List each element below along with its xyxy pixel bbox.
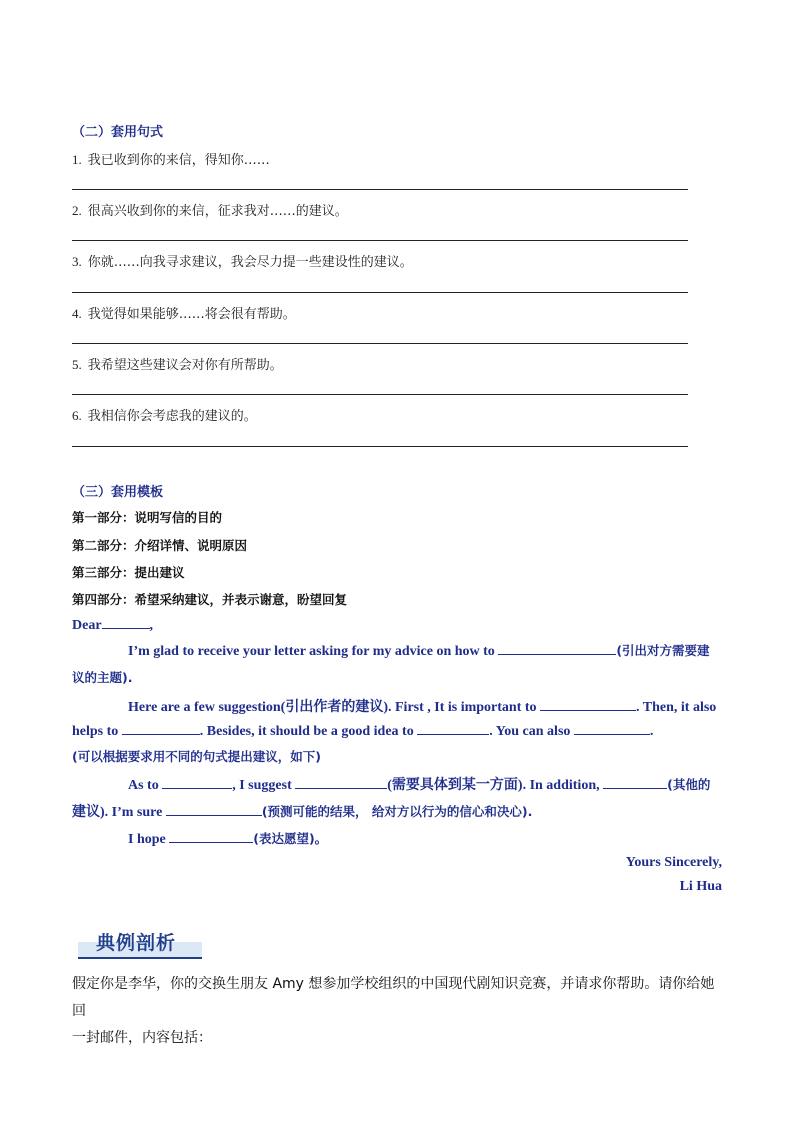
template-text: (需要具体到某一方面). In addition,: [387, 778, 604, 793]
template-text: , I suggest: [232, 778, 296, 793]
template-note: (可以根据要求用不同的句式提出建议，如下): [72, 749, 321, 764]
sentence-number: 2.: [72, 203, 82, 218]
blank-field[interactable]: [498, 642, 616, 655]
example-line-1: 假定你是李华，你的交换生朋友 Amy 想参加学校组织的中国现代剧知识竞赛，并请求你帮助。请你给她回: [72, 976, 715, 1019]
greeting-text: Dear: [72, 618, 102, 633]
template-note: (表达愿望)。: [253, 831, 328, 846]
banner-title: 典例剖析: [96, 932, 177, 954]
example-section-banner: [78, 924, 202, 960]
template-paragraph-4: [128, 829, 327, 848]
example-line-2: 一封邮件，内容包括：: [72, 1030, 212, 1046]
answer-line-4[interactable]: [72, 343, 688, 344]
example-body: [72, 971, 724, 1052]
banner-underline: [78, 957, 202, 959]
template-part-4: 第四部分：希望采纳建议，并表示谢意，盼望回复: [72, 592, 348, 607]
blank-field[interactable]: [166, 803, 262, 816]
blank-field[interactable]: [122, 722, 200, 735]
sentence-text: 很高兴收到你的来信，征求我对……的建议。: [87, 204, 348, 219]
template-paragraph-3-cont: [72, 801, 532, 821]
letter-signature: Li Hua: [679, 879, 722, 894]
blank-field[interactable]: [417, 722, 489, 735]
sentence-text: 我已收到你的来信，得知你……: [87, 153, 270, 168]
template-part-3: 第三部分：提出建议: [72, 565, 185, 580]
template-text: helps to: [72, 724, 122, 739]
blank-field[interactable]: [603, 776, 667, 789]
letter-greeting: [72, 616, 153, 634]
template-paragraph-1-cont: [72, 668, 132, 687]
template-text: I’m glad to receive your letter asking for my advice on how to: [128, 644, 499, 659]
template-part-2: 第二部分：介绍详情、说明原因: [72, 538, 248, 553]
sentence-text: 我希望这些建议会对你有所帮助。: [87, 358, 283, 373]
template-text: 建议). I’m sure: [72, 805, 166, 820]
template-paragraph-2: [128, 696, 716, 716]
blank-field[interactable]: [162, 776, 232, 789]
blank-field[interactable]: [102, 616, 150, 629]
sentence-number: 1.: [72, 152, 82, 167]
template-paragraph-3: [128, 774, 710, 794]
answer-line-5[interactable]: [72, 394, 688, 395]
blank-field[interactable]: [169, 830, 253, 843]
section2-heading: （二）套用句式: [72, 125, 164, 140]
template-part-1: 第一部分：说明写信的目的: [72, 510, 223, 525]
sentence-text: 我觉得如果能够……将会很有帮助。: [87, 307, 296, 322]
blank-field[interactable]: [540, 698, 636, 711]
template-note-line: [72, 747, 321, 766]
answer-line-6[interactable]: [72, 446, 688, 447]
letter-closing: Yours Sincerely,: [625, 855, 722, 870]
template-text: As to: [128, 778, 163, 793]
greeting-comma: ,: [149, 618, 154, 633]
answer-line-1[interactable]: [72, 189, 688, 190]
sentence-4: [72, 303, 296, 322]
template-text: . Then, it also: [636, 700, 717, 715]
sentence-text: 你就……向我寻求建议，我会尽力提一些建设性的建议。: [87, 255, 413, 270]
sentence-3: [72, 251, 413, 270]
sentence-number: 5.: [72, 357, 82, 372]
template-note: (其他的: [667, 777, 711, 792]
template-note: (预测可能的结果， 给对方以行为的信心和决心).: [261, 804, 533, 819]
sentence-5: [72, 354, 283, 373]
template-paragraph-2-cont: [72, 722, 653, 740]
template-text: Here are a few suggestion(引出作者的建议). First , It is important to: [128, 700, 541, 715]
sentence-number: 3.: [72, 254, 82, 269]
blank-field[interactable]: [574, 722, 650, 735]
template-paragraph-1: [128, 641, 710, 660]
template-note: (引出对方需要建: [616, 643, 710, 658]
sentence-number: 6.: [72, 408, 82, 423]
sentence-text: 我相信你会考虑我的建议的。: [87, 409, 257, 424]
sentence-2: [72, 200, 348, 219]
sentence-6: [72, 405, 257, 424]
template-note: 议的主题).: [72, 670, 133, 685]
template-text: . You can also: [489, 724, 574, 739]
template-text: . Besides, it should be a good idea to: [199, 724, 418, 739]
template-text: I hope: [128, 832, 170, 847]
sentence-number: 4.: [72, 306, 82, 321]
answer-line-3[interactable]: [72, 292, 688, 293]
template-text: .: [649, 724, 654, 739]
blank-field[interactable]: [295, 776, 387, 789]
answer-line-2[interactable]: [72, 240, 688, 241]
sentence-1: [72, 149, 270, 168]
section3-heading: （三）套用模板: [72, 485, 164, 500]
